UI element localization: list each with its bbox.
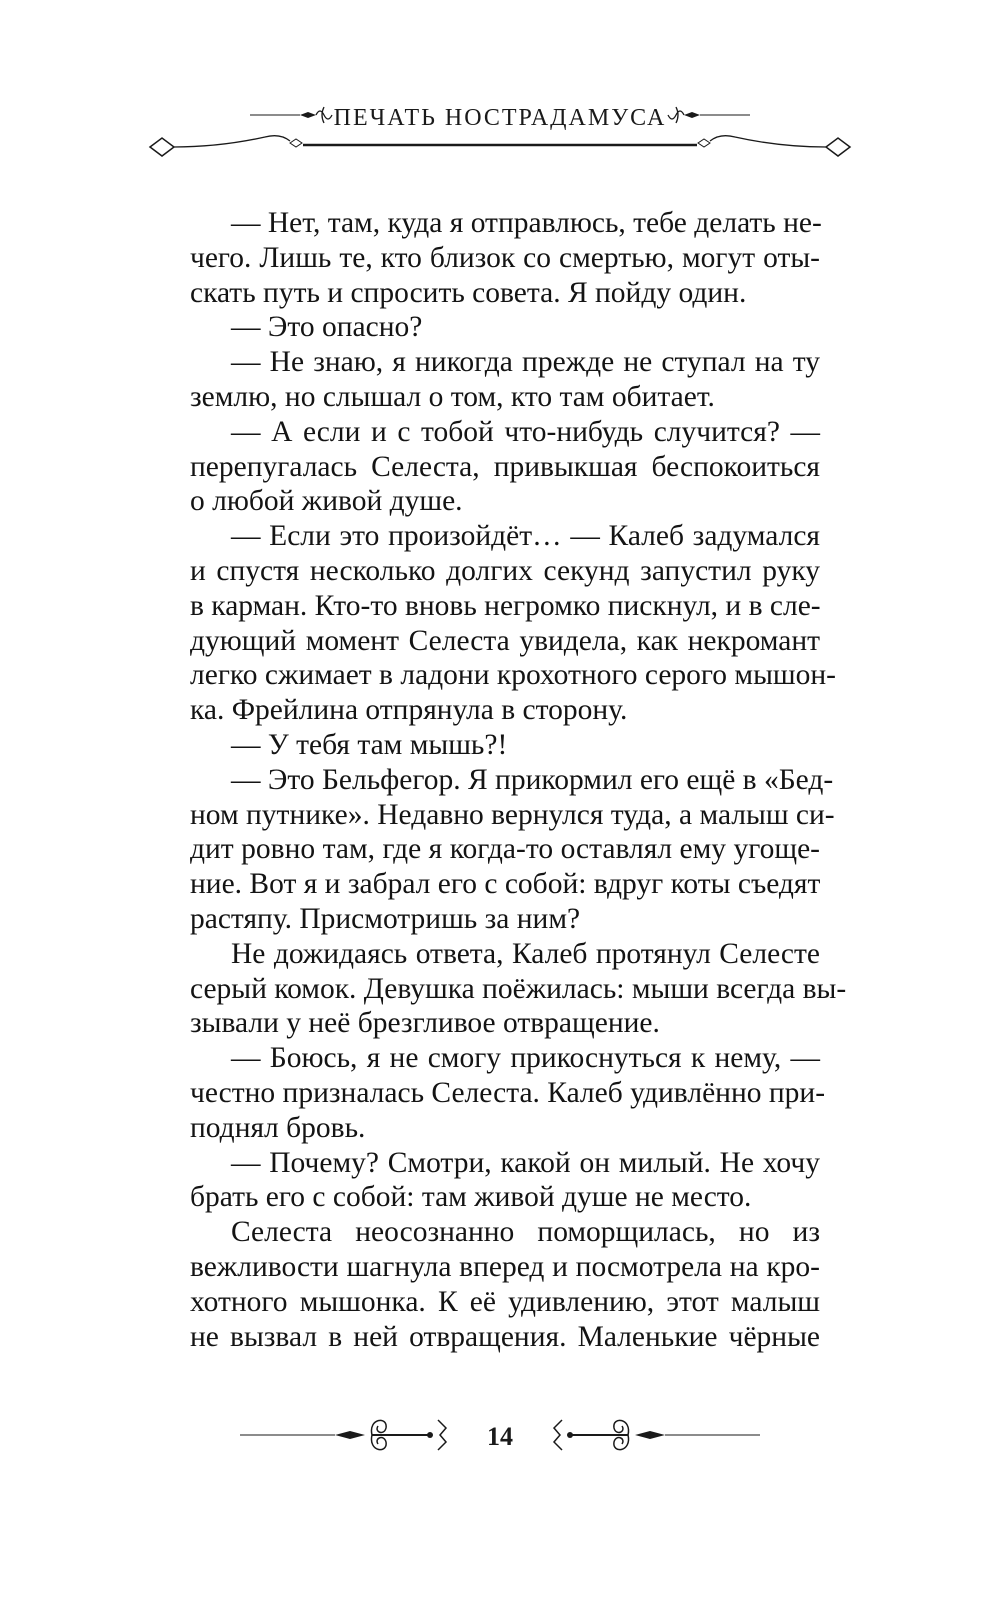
page-footer — [0, 1408, 1000, 1468]
text-line: дующий момент Селеста увидела, как некромант — [190, 624, 820, 657]
text-line: перепугалась Селеста, привыкшая беспокоиться — [190, 450, 820, 483]
text-line: — У тебя там мышь?! — [231, 728, 508, 761]
text-line: Селеста неосознанно поморщилась, но из — [231, 1216, 820, 1249]
text-line: брать его с собой: там живой душе не место. — [190, 1181, 752, 1214]
text-line: поднял бровь. — [190, 1111, 366, 1144]
text-line: — Не знаю, я никогда прежде не ступал на ту — [231, 346, 820, 379]
text-line: не вызвал в ней отвращения. Маленькие чёрные — [190, 1320, 820, 1353]
text-line: серый комок. Девушка поёжилась: мыши всегда вы- — [190, 972, 847, 1005]
text-line: — Это Бельфегор. Я прикормил его ещё в «Бед- — [231, 763, 834, 796]
text-line: — Боюсь, я не смогу прикоснуться к нему, — — [231, 1042, 820, 1075]
running-title: ПЕЧАТЬ НОСТРАДАМУСА — [333, 105, 667, 131]
text-line: — Это опасно? — [231, 311, 423, 344]
text-line: землю, но слышал о том, кто там обитает. — [190, 380, 715, 413]
text-line: вежливости шагнула вперед и посмотрела на кро- — [190, 1250, 820, 1283]
text-line: — Нет, там, куда я отправлюсь, тебе делать не- — [231, 207, 822, 239]
text-line: дит ровно там, где я когда-то оставлял ему угоще- — [190, 833, 820, 866]
text-line: — Почему? Смотри, какой он милый. Не хочу — [231, 1146, 820, 1179]
text-line: растяпу. Присмотришь за ним? — [190, 902, 581, 935]
text-line: скать путь и спросить совета. Я пойду один. — [190, 276, 747, 309]
running-header — [0, 85, 1000, 175]
text-line: — А если и с тобой что-нибудь случится? — — [231, 415, 820, 448]
text-line: легко сжимает в ладони крохотного серого мышон- — [190, 659, 836, 692]
text-line: ние. Вот я и забрал его с собой: вдруг коты съедят — [190, 868, 821, 901]
page-number: 14 — [487, 1422, 513, 1451]
text-line: честно призналась Селеста. Калеб удивлённо при- — [190, 1076, 826, 1109]
text-line: ном путнике». Недавно вернулся туда, а малыш си- — [190, 798, 835, 831]
text-line: — Если это произойдёт… — Калеб задумался — [231, 520, 820, 553]
text-line: чего. Лишь те, кто близок со смертью, могут оты- — [190, 241, 820, 274]
text-line: Не дожидаясь ответа, Калеб протянул Селесте — [231, 937, 820, 970]
text-line: и спустя несколько долгих секунд запустил руку — [190, 554, 820, 587]
text-line: в карман. Кто-то вновь негромко пискнул, и в сле- — [190, 589, 821, 622]
text-line: ка. Фрейлина отпрянула в сторону. — [190, 694, 628, 727]
text-line: зывали у неё брезгливое отвращение. — [190, 1007, 660, 1040]
text-line: о любой живой душе. — [190, 485, 463, 518]
text-line: хотного мышонка. К её удивлению, этот малыш — [190, 1285, 820, 1318]
body-text — [190, 206, 847, 1354]
